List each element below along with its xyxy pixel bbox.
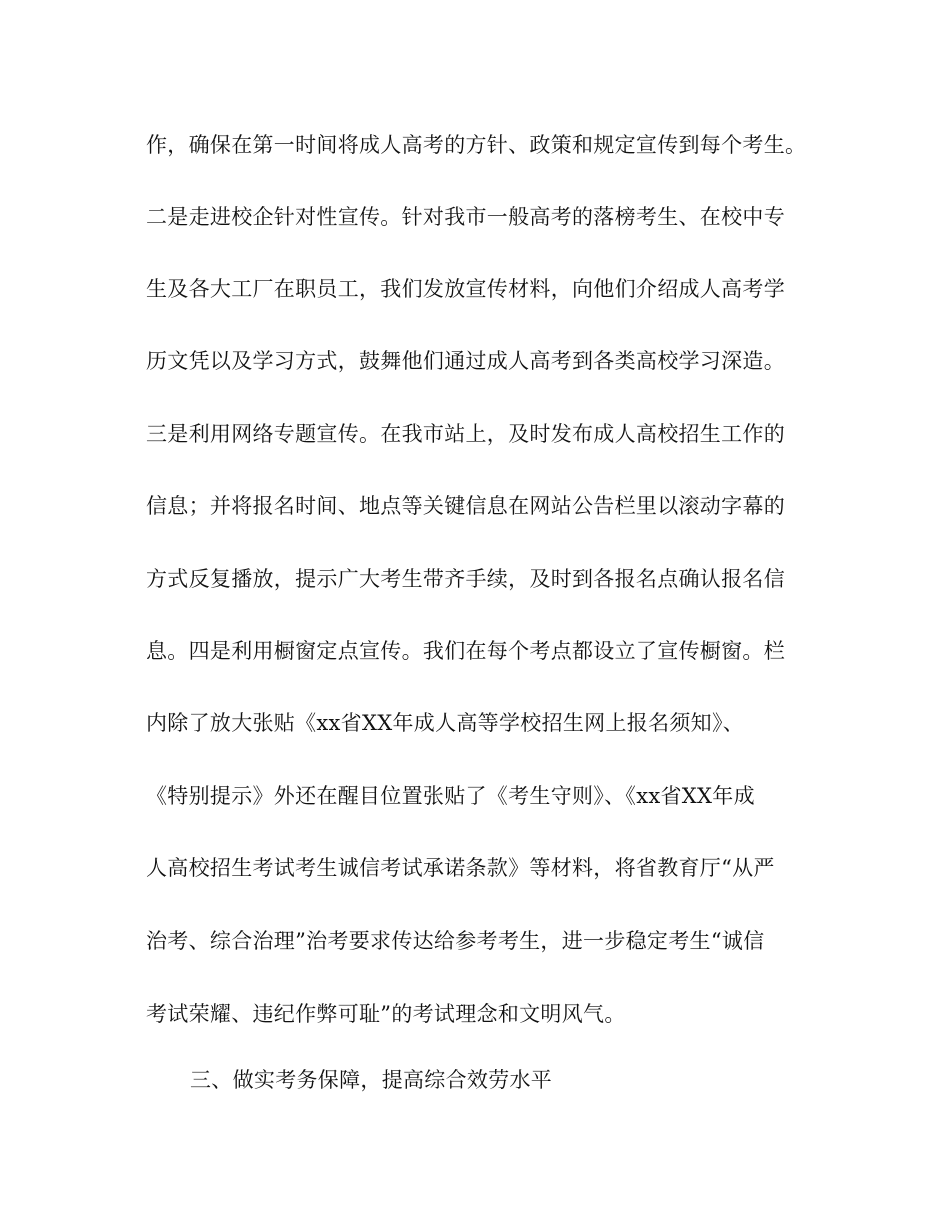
body-text-line: 作，确保在第一时间将成人高考的方针、政策和规定宣传到每个考生。: [146, 133, 807, 157]
body-text-line: 方式反复播放，提示广大考生带齐手续，及时到各报名点确认报名信: [146, 567, 785, 591]
body-text-line: 人高校招生考试考生诚信考试承诺条款》等材料，将省教育厅“从严: [146, 856, 775, 880]
body-text-line: 息。四是利用橱窗定点宣传。我们在每个考点都设立了宣传橱窗。栏: [146, 639, 785, 663]
body-text-line: 信息；并将报名时间、地点等关键信息在网站公告栏里以滚动字幕的: [146, 494, 785, 518]
body-text-line: 生及各大工厂在职员工，我们发放宣传材料，向他们介绍成人高考学: [146, 277, 785, 301]
body-text-line: 三是利用网络专题宣传。在我市站上，及时发布成人高校招生工作的: [146, 422, 785, 446]
section-heading: 三、做实考务保障，提高综合效劳水平: [190, 1068, 553, 1092]
body-text-line: 治考、综合治理”治考要求传达给参考考生，进一步稳定考生“诚信: [146, 929, 765, 953]
body-text-line: 考试荣耀、违纪作弊可耻”的考试理念和文明风气。: [146, 1002, 626, 1026]
body-text-line: 内除了放大张贴《xx省XX年成人高等学校招生网上报名须知》、: [146, 711, 745, 735]
body-text-line: 《特别提示》外还在醒目位置张贴了《考生守则》、《xx省XX年成: [146, 784, 755, 808]
body-text-line: 二是走进校企针对性宣传。针对我市一般高考的落榜考生、在校中专: [146, 205, 785, 229]
body-text-line: 历文凭以及学习方式，鼓舞他们通过成人高考到各类高校学习深造。: [146, 349, 785, 373]
